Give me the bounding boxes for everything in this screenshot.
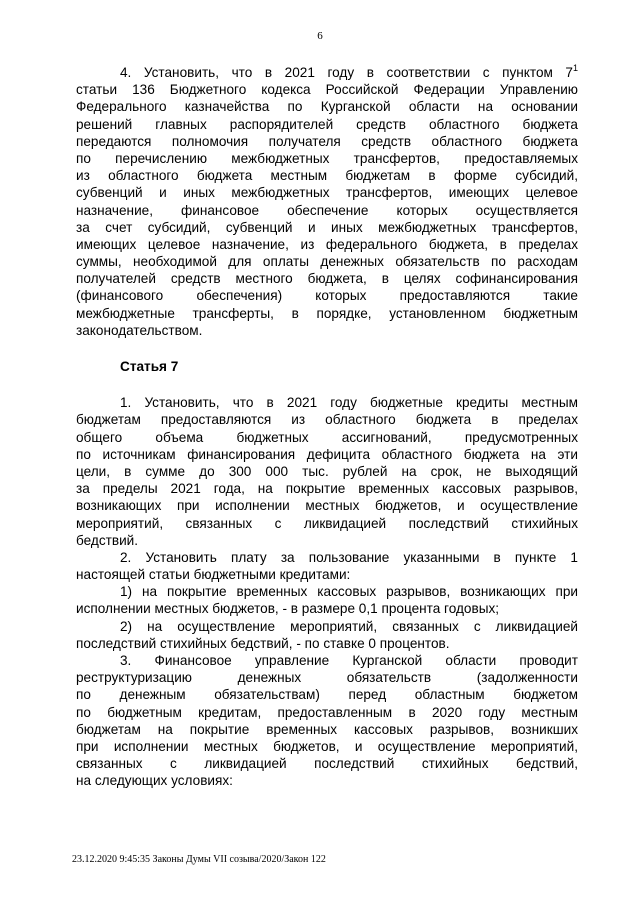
- text-line: цели, в сумме до 300 000 тыс. рублей на срок, не выходящий: [76, 463, 578, 479]
- text-line: общего объема бюджетных ассигнований, предусмотренных: [76, 429, 578, 445]
- text-line: настоящей статьи бюджетными кредитами:: [76, 567, 351, 583]
- text-line: по бюджетным кредитам, предоставленным в 2020 году местным: [76, 704, 578, 720]
- text-line: последствий стихийных бедствий, - по ставке 0 процентов.: [76, 635, 450, 651]
- text-line: решений главных распорядителей средств областного бюджета: [76, 116, 578, 132]
- article-7-paragraph-3: [76, 652, 578, 790]
- text-line: бюджетам предоставляются из областного бюджета в пределах: [76, 412, 578, 428]
- text-line: законодательством.: [76, 322, 203, 338]
- text-line: за пределы 2021 года, на покрытие временных кассовых разрывов,: [76, 481, 578, 497]
- text-line: из областного бюджета местным бюджетам в форме субсидий,: [76, 168, 578, 184]
- text-line: по источникам финансирования дефицита областного бюджета на эти: [76, 446, 578, 462]
- text-line: связанных с ликвидацией последствий стихийных бедствий,: [76, 756, 578, 772]
- superscript: 1: [572, 63, 578, 73]
- text-line: получателей средств местного бюджета, в целях софинансирования: [76, 271, 578, 287]
- article-7-subitem-1: [76, 583, 578, 617]
- text-line: 1) на покрытие временных кассовых разрывов, возникающих при: [120, 584, 578, 600]
- text-line: исполнении местных бюджетов, - в размере 0,1 процента годовых;: [76, 601, 500, 617]
- text-line: (финансового обеспечения) которых предоставляются такие: [76, 288, 578, 304]
- article-heading: Статья 7: [120, 359, 179, 374]
- text-line: по перечислению межбюджетных трансфертов, предоставляемых: [76, 150, 578, 166]
- page-number: 6: [317, 30, 323, 42]
- text-line: мероприятий, связанных с ликвидацией последствий стихийных: [76, 515, 578, 531]
- text-line: на следующих условиях:: [76, 773, 233, 789]
- document-body: [76, 64, 578, 790]
- text-line: назначение, финансовое обеспечение которых осуществляется: [76, 202, 578, 218]
- text-line: за счет субсидий, субвенций и иных межбюджетных трансфертов,: [76, 219, 578, 235]
- paragraph-4: [76, 64, 578, 339]
- text-line: межбюджетные трансферты, в порядке, установленном бюджетным: [76, 305, 578, 321]
- text-line: бедствий.: [76, 532, 139, 548]
- text-line: 2. Установить плату за пользование указанными в пункте 1: [120, 549, 578, 565]
- text-line: возникающих при исполнении местных бюджетов, и осуществление: [76, 498, 578, 514]
- spacer: [76, 339, 578, 358]
- article-7-paragraph-1: [76, 394, 578, 549]
- text-line: статьи 136 Бюджетного кодекса Российской Федерации Управлению: [76, 82, 578, 98]
- text-line: при исполнении местных бюджетов, и осуществление мероприятий,: [76, 738, 578, 754]
- text-line: суммы, необходимой для оплаты денежных обязательств по расходам: [76, 254, 578, 270]
- document-footer: 23.12.2020 9:45:35 Законы Думы VII созыва/2020/Закон 122: [72, 854, 326, 865]
- text-line: 2) на осуществление мероприятий, связанных с ликвидацией: [120, 618, 578, 634]
- text-line: [76, 64, 578, 81]
- text-line: Федерального казначейства по Курганской области на основании: [76, 99, 578, 115]
- text-line: передаются полномочия получателя средств областного бюджета: [76, 133, 578, 149]
- article-7-subitem-2: [76, 618, 578, 652]
- spacer: [76, 375, 578, 394]
- text-line-content: 4. Установить, что в 2021 году в соответствии с пунктом 7: [120, 65, 573, 80]
- text-line: бюджетам на покрытие временных кассовых разрывов, возникших: [76, 721, 578, 737]
- text-line: 1. Установить, что в 2021 году бюджетные кредиты местным: [120, 395, 578, 411]
- text-line: реструктуризацию денежных обязательств (задолженности: [76, 670, 578, 686]
- text-line: субвенций и иных межбюджетных трансфертов, имеющих целевое: [76, 185, 578, 201]
- article-7-paragraph-2: [76, 549, 578, 583]
- text-line: по денежным обязательствам) перед областным бюджетом: [76, 687, 578, 703]
- text-line: 3. Финансовое управление Курганской области проводит: [120, 653, 578, 668]
- text-line: имеющих целевое назначение, из федерального бюджета, в пределах: [76, 236, 578, 252]
